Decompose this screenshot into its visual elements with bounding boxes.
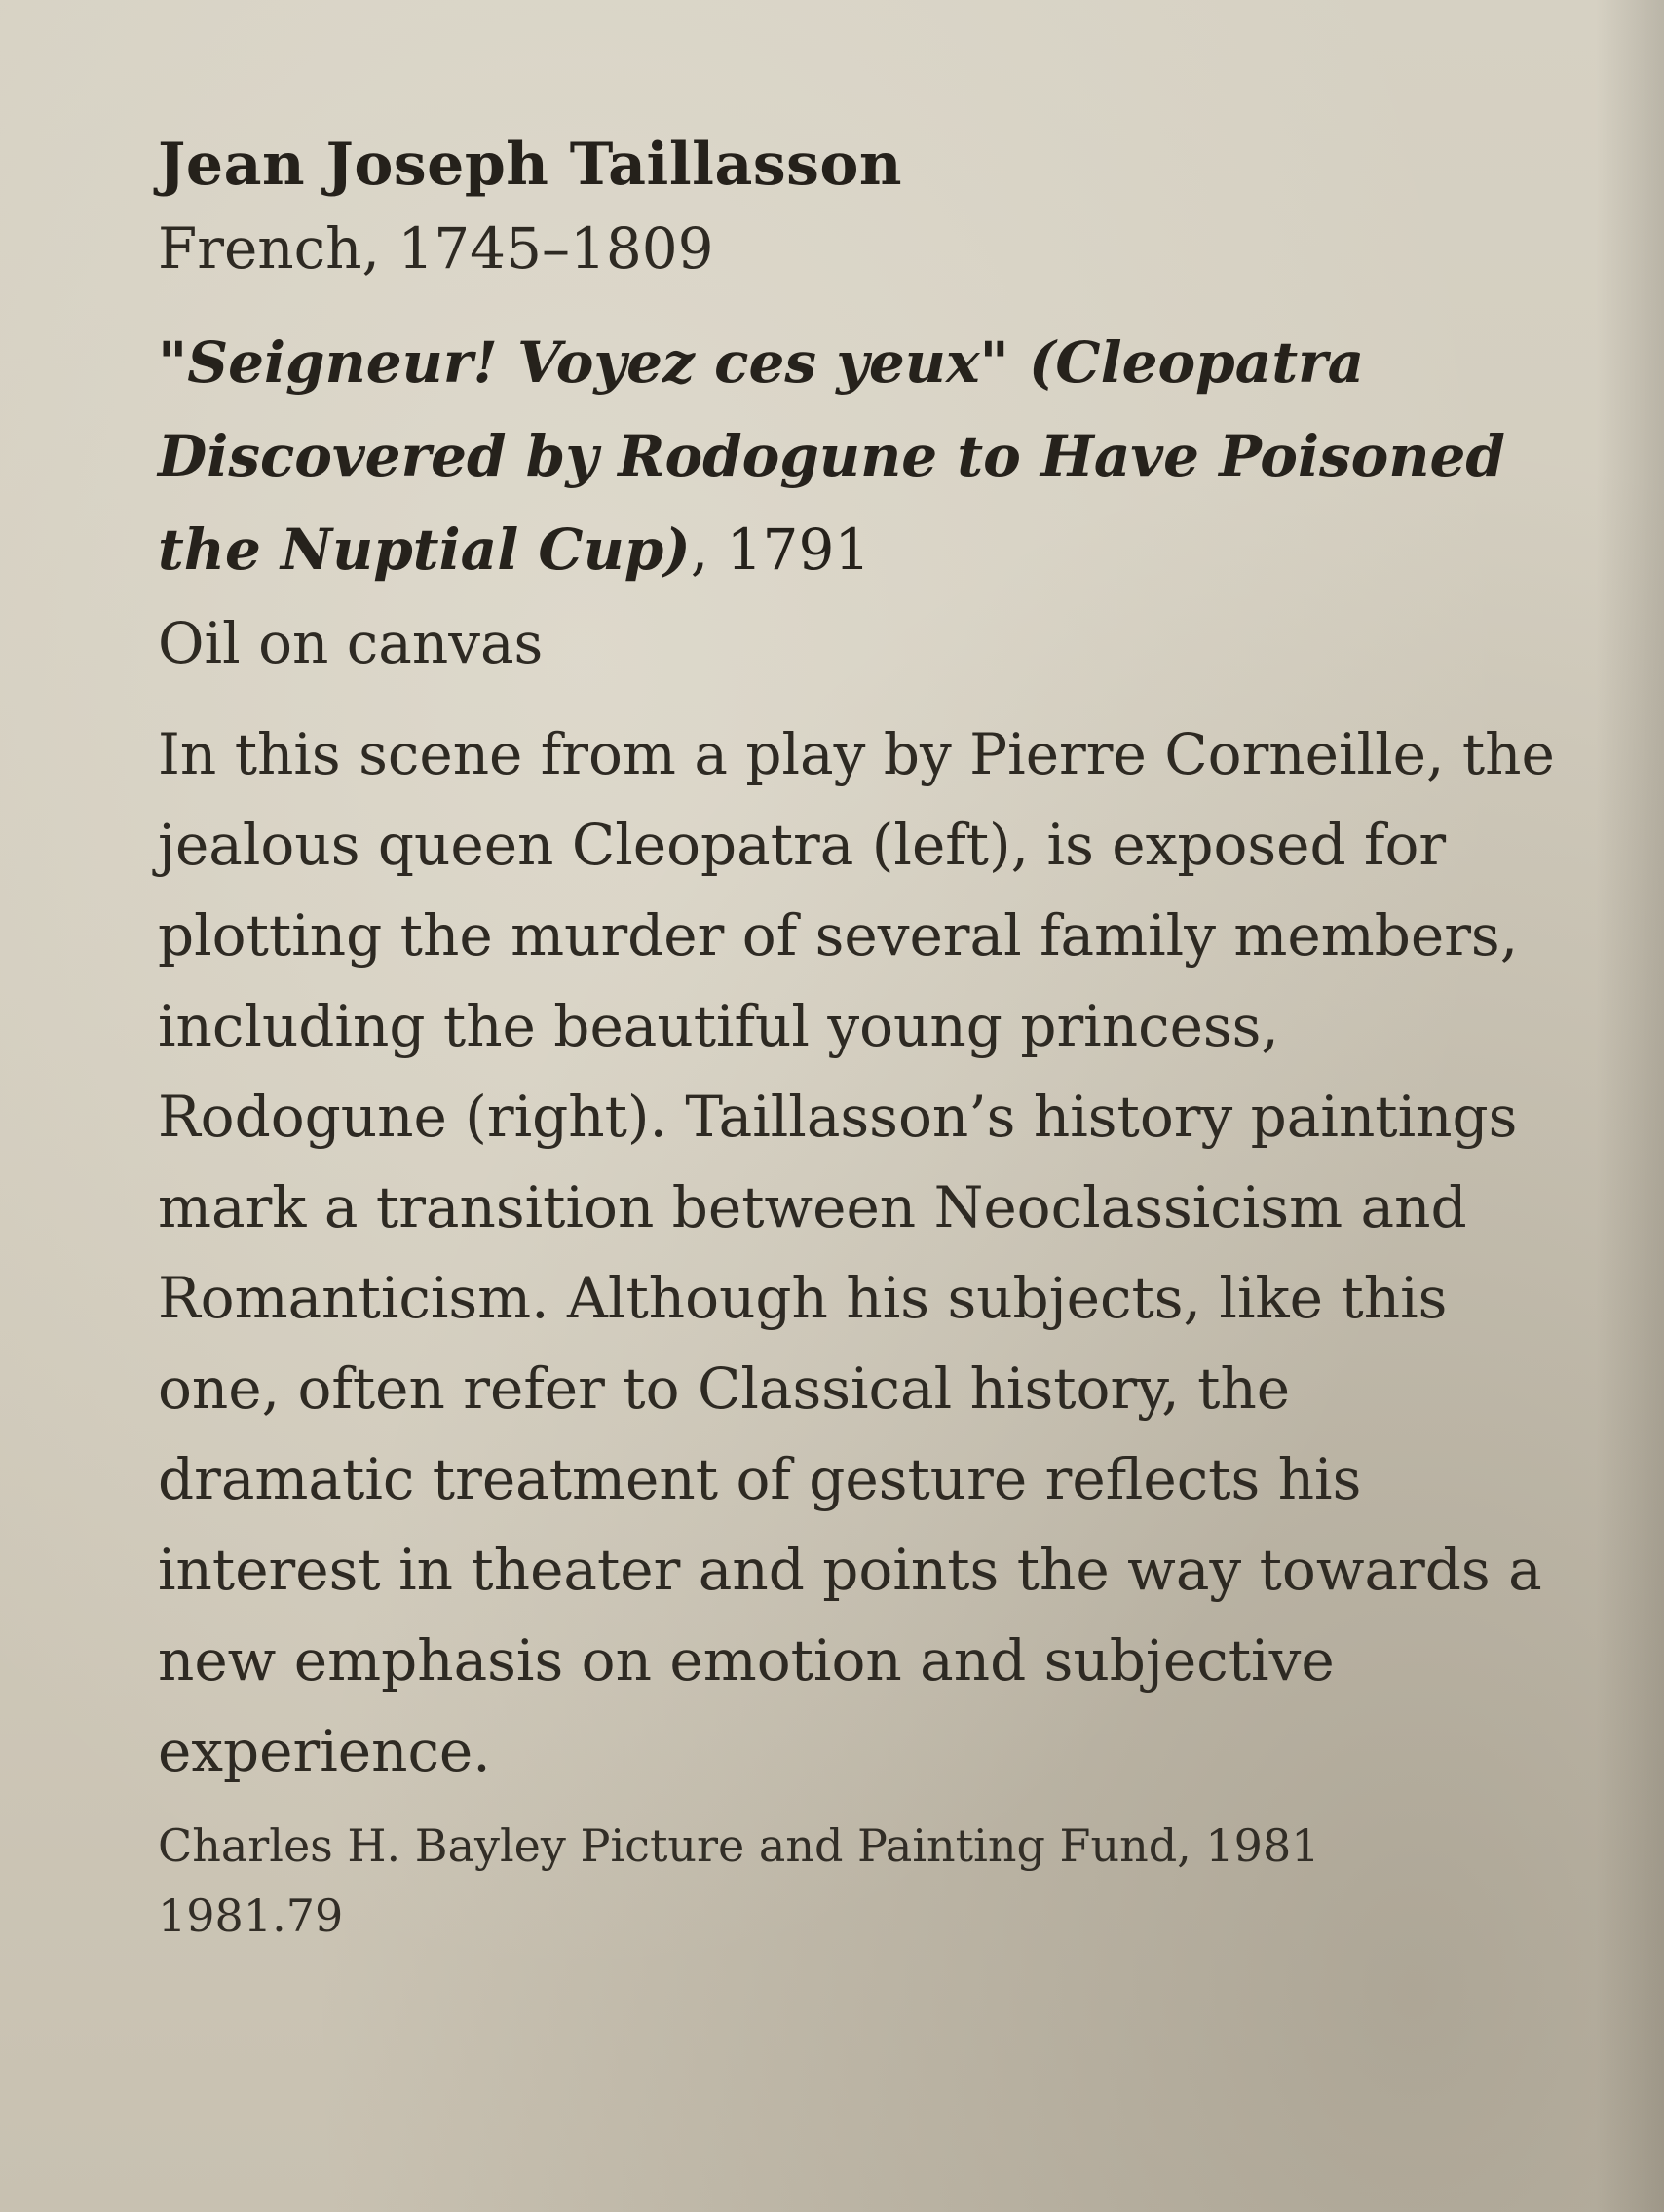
artwork-title-line — [158, 316, 1561, 596]
accession-number: 1981.79 — [158, 1889, 344, 1942]
artwork-medium: Oil on canvas — [158, 610, 544, 676]
artist-name: Jean Joseph Taillasson — [158, 131, 903, 199]
card-edge-shadow — [1596, 0, 1664, 2212]
label-text-block — [158, 123, 1561, 1951]
artwork-description: In this scene from a play by Pierre Corneille, the jealous queen Cleopatra (left), is exposed for plotting the murder of several family members, including the beautiful young princess, Rodogune (right). Taillasson’s history paintings mark a transition between Neoclassicism and Romanticism. Although his subjects, like this one, often refer to Classical history, the dramatic treatment of gesture reflects his interest in theater and points the way towards a new emphasis on emotion and subjective experience. — [158, 721, 1555, 1784]
artwork-title: "Seigneur! Voyez ces yeux" (Cleopatra Discovered by Rodogune to Have Poisoned the Nuptial Cup) — [158, 329, 1505, 583]
artwork-date: , 1791 — [690, 516, 871, 583]
credit-line: Charles H. Bayley Picture and Painting Fund, 1981 — [158, 1819, 1320, 1872]
artist-nationality-dates: French, 1745–1809 — [158, 215, 714, 282]
